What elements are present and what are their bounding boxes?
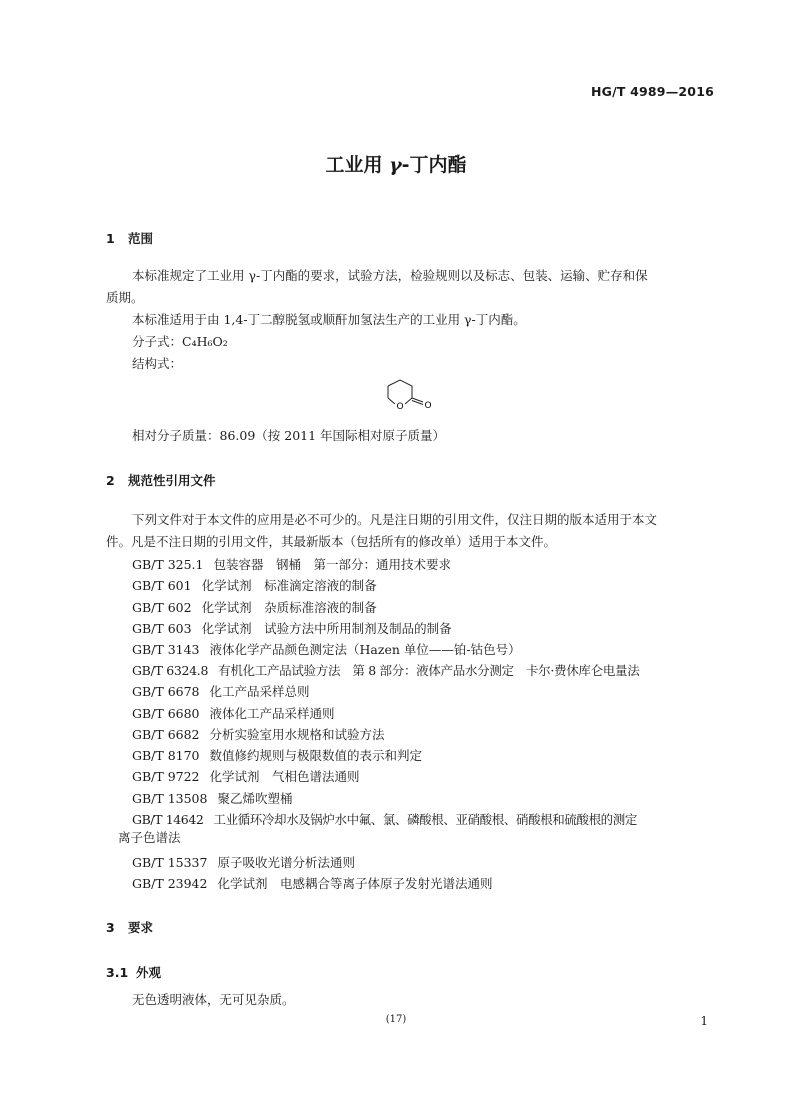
title-rest: -丁内酯 (401, 154, 467, 176)
section-number: 3 (106, 920, 115, 935)
formula-label: 分子式： (132, 334, 183, 349)
reference-item (132, 619, 452, 637)
reference-code: GB/T 325.1 (132, 557, 204, 572)
reference-item (132, 874, 492, 892)
reference-item (132, 725, 385, 743)
reference-title: 化学试剂 试验方法中所用制剂及制品的制备 (201, 621, 452, 636)
relative-molar-mass: 相对分子质量：86.09（按 2011 年国际相对原子质量） (132, 428, 446, 443)
reference-code: GB/T 602 (132, 600, 192, 615)
subsection-title: 外观 (136, 965, 162, 980)
carbonyl-oxygen-label: O (424, 401, 432, 411)
section-title: 要求 (128, 920, 154, 935)
reference-item (132, 853, 355, 871)
subsection-3-1-heading (106, 963, 161, 981)
reference-code: GB/T 9722 (132, 769, 200, 784)
section-number: 2 (106, 473, 115, 488)
section-3-heading (106, 918, 153, 936)
reference-title: 分析实验室用水规格和试验方法 (209, 727, 385, 742)
standard-code: HG/T 4989—2016 (590, 84, 714, 99)
reference-title: 工业循环冷却水及锅炉水中氟、氯、磷酸根、亚硝酸根、硝酸根和硫酸根的测定 (213, 812, 637, 827)
scope-para1-line1: 本标准规定了工业用 γ-丁内酯的要求，试验方法，检验规则以及标志、包装、运输、贮存和保 (132, 268, 648, 283)
reference-code: GB/T 6678 (132, 684, 200, 699)
reference-code: GB/T 6324.8 (132, 663, 209, 678)
formula-value: C₄H₆O₂ (182, 334, 228, 349)
reference-item (132, 640, 521, 658)
ring-oxygen-label: O (396, 402, 404, 412)
reference-code: GB/T 6680 (132, 706, 200, 721)
reference-item (132, 661, 639, 679)
reference-code: GB/T 603 (132, 621, 192, 636)
reference-item (132, 555, 451, 573)
reference-title: 液体化工产品采样通则 (209, 706, 335, 721)
scope-para1-line2: 质期。 (106, 290, 144, 305)
reference-item (132, 576, 377, 594)
reference-code: GB/T 13508 (132, 791, 208, 806)
reference-title: 液体化学产品颜色测定法（Hazen 单位——铂-钴色号） (209, 642, 521, 657)
reference-title: 有机化工产品试验方法 第 8 部分：液体产品水分测定 卡尔·费休库仑电量法 (218, 663, 640, 678)
reference-item (132, 598, 377, 616)
page-number: 1 (700, 1014, 708, 1028)
reference-item (132, 789, 292, 807)
subsection-number: 3.1 (106, 965, 129, 980)
appearance-requirement: 无色透明液体，无可见杂质。 (132, 992, 295, 1007)
sequence-number: (17) (385, 1014, 407, 1025)
reference-code: GB/T 8170 (132, 748, 200, 763)
section-1-heading (106, 229, 153, 247)
reference-item (132, 767, 360, 785)
reference-item (132, 810, 637, 828)
reference-title: 包装容器 钢桶 第一部分：通用技术要求 (213, 557, 451, 572)
reference-title: 化学试剂 电感耦合等离子体原子发射光谱法通则 (217, 876, 493, 891)
references-intro-line1: 下列文件对于本文件的应用是必不可少的。凡是注日期的引用文件，仅注日期的版本适用于本文 (132, 512, 658, 527)
reference-code: GB/T 23942 (132, 876, 208, 891)
reference-title: 化学试剂 杂质标准溶液的制备 (201, 600, 377, 615)
structure-label: 结构式： (132, 356, 183, 371)
reference-code: GB/T 14642 (132, 812, 204, 827)
gamma-butyrolactone-structure (382, 376, 442, 412)
title-main: 工业用 (325, 154, 390, 176)
reference-title: 化学试剂 标准滴定溶液的制备 (201, 578, 377, 593)
document-title (0, 150, 792, 177)
reference-title: 化学试剂 气相色谱法通则 (209, 769, 360, 784)
molecular-formula (132, 333, 228, 351)
scope-para2: 本标准适用于由 1,4-丁二醇脱氢或顺酐加氢法生产的工业用 γ-丁内酯。 (132, 312, 526, 327)
section-title: 规范性引用文件 (128, 473, 216, 488)
references-intro-line2: 件。凡是不注日期的引用文件，其最新版本（包括所有的修改单）适用于本文件。 (106, 534, 557, 549)
reference-title: 聚乙烯吹塑桶 (217, 791, 293, 806)
section-title: 范围 (128, 231, 154, 246)
reference-code: GB/T 6682 (132, 727, 200, 742)
reference-title: 数值修约规则与极限数值的表示和判定 (209, 748, 423, 763)
reference-item (132, 682, 310, 700)
reference-code: GB/T 601 (132, 578, 192, 593)
section-2-heading (106, 471, 216, 489)
reference-item (132, 746, 422, 764)
reference-title: 原子吸收光谱分析法通则 (217, 855, 355, 870)
section-number: 1 (106, 231, 115, 246)
reference-title: 化工产品采样总则 (209, 684, 310, 699)
reference-code: GB/T 15337 (132, 855, 208, 870)
reference-title-continuation: 离子色谱法 (118, 830, 181, 845)
reference-code: GB/T 3143 (132, 642, 200, 657)
reference-item (132, 704, 335, 722)
title-gamma: γ (389, 154, 402, 176)
